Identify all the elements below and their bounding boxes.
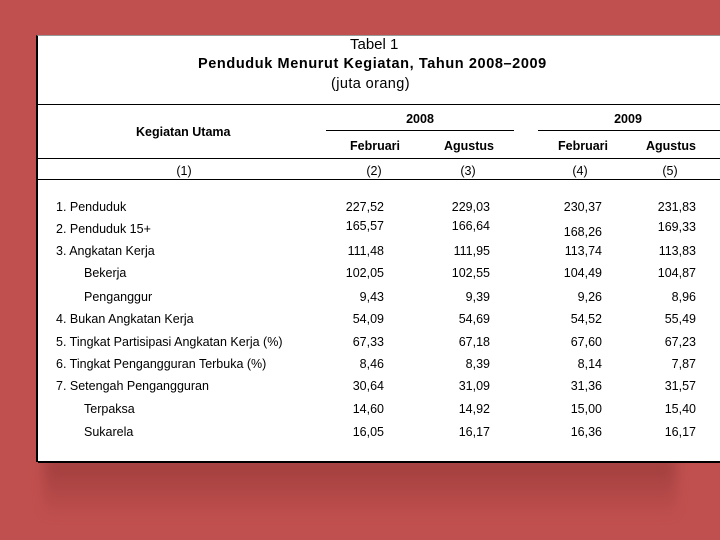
year-2008-rule [326, 130, 514, 131]
cell-value: 9,26 [577, 290, 602, 304]
col-number-3: (3) [460, 164, 476, 178]
cell-value: 16,17 [664, 425, 696, 439]
row-label: 6. Tingkat Pengangguran Terbuka (%) [56, 357, 267, 371]
cell-value: 55,49 [664, 312, 696, 326]
cell-value: 67,18 [458, 335, 490, 349]
row-label: 1. Penduduk [56, 200, 127, 214]
cell-value: 102,05 [345, 266, 384, 280]
header-top-rule [38, 104, 720, 105]
cell-value: 31,36 [570, 379, 602, 393]
cell-value: 9,43 [359, 290, 384, 304]
cell-value: 30,64 [352, 379, 384, 393]
cell-value: 67,60 [570, 335, 602, 349]
cell-value: 9,39 [465, 290, 490, 304]
month-header-2: Agustus [444, 139, 494, 153]
col-number-1: (1) [176, 164, 192, 178]
cell-value: 229,03 [451, 200, 490, 214]
cell-value: 168,26 [563, 225, 602, 239]
row-label: Sukarela [84, 425, 134, 439]
cell-value: 169,33 [657, 220, 696, 234]
table-panel [36, 35, 720, 462]
year-2009-header: 2009 [614, 112, 642, 126]
cell-value: 102,55 [451, 266, 490, 280]
cell-value: 15,00 [570, 402, 602, 416]
cell-value: 31,57 [664, 379, 696, 393]
month-header-3: Februari [557, 139, 608, 153]
cell-value: 111,95 [453, 244, 490, 258]
cell-value: 16,36 [570, 425, 602, 439]
row-label: Penganggur [84, 290, 153, 304]
col-number-2: (2) [366, 164, 382, 178]
cell-value: 14,92 [458, 402, 490, 416]
cell-value: 16,05 [352, 425, 384, 439]
cell-value: 8,39 [465, 357, 490, 371]
cell-value: 113,74 [564, 244, 602, 258]
cell-value: 104,87 [657, 266, 696, 280]
table-unit: (juta orang) [331, 76, 410, 92]
cell-value: 7,87 [671, 357, 696, 371]
cell-value: 8,96 [671, 290, 696, 304]
header-bottom-rule [38, 179, 720, 180]
cell-value: 14,60 [352, 402, 384, 416]
header-mid-rule [38, 158, 720, 159]
col-number-4: (4) [572, 164, 588, 178]
cell-value: 31,09 [458, 379, 490, 393]
month-header-4: Agustus [646, 139, 696, 153]
cell-value: 166,64 [451, 219, 490, 233]
cell-value: 227,52 [345, 200, 384, 214]
cell-value: 230,37 [563, 200, 602, 214]
row-label: 2. Penduduk 15+ [56, 222, 151, 236]
cell-value: 113,83 [658, 244, 696, 258]
cell-value: 231,83 [657, 200, 696, 214]
year-2008-header: 2008 [406, 112, 434, 126]
table-bottom-rule [38, 461, 720, 463]
cell-value: 54,52 [570, 312, 602, 326]
col-number-5: (5) [662, 164, 678, 178]
cell-value: 16,17 [458, 425, 490, 439]
row-label: 4. Bukan Angkatan Kerja [56, 312, 194, 326]
cell-value: 104,49 [563, 266, 602, 280]
cell-value: 54,69 [458, 312, 490, 326]
cell-value: 54,09 [352, 312, 384, 326]
row-label: Terpaksa [84, 402, 135, 416]
year-2009-rule [538, 130, 720, 131]
cell-value: 165,57 [345, 219, 384, 233]
cell-value: 111,48 [347, 244, 384, 258]
month-header-1: Februari [349, 139, 400, 153]
slide-shadow [44, 458, 676, 518]
cell-value: 15,40 [664, 402, 696, 416]
row-label: 7. Setengah Pengangguran [56, 379, 209, 393]
table-subtitle: Penduduk Menurut Kegiatan, Tahun 2008–2009 [198, 56, 547, 72]
row-label: Bekerja [84, 266, 127, 280]
main-column-header: Kegiatan Utama [136, 125, 231, 139]
table-title: Tabel 1 [350, 36, 399, 53]
row-label: 3. Angkatan Kerja [56, 244, 155, 258]
cell-value: 8,46 [359, 357, 384, 371]
cell-value: 8,14 [577, 357, 602, 371]
cell-value: 67,33 [352, 335, 384, 349]
row-label: 5. Tingkat Partisipasi Angkatan Kerja (%) [56, 335, 283, 349]
cell-value: 67,23 [664, 335, 696, 349]
